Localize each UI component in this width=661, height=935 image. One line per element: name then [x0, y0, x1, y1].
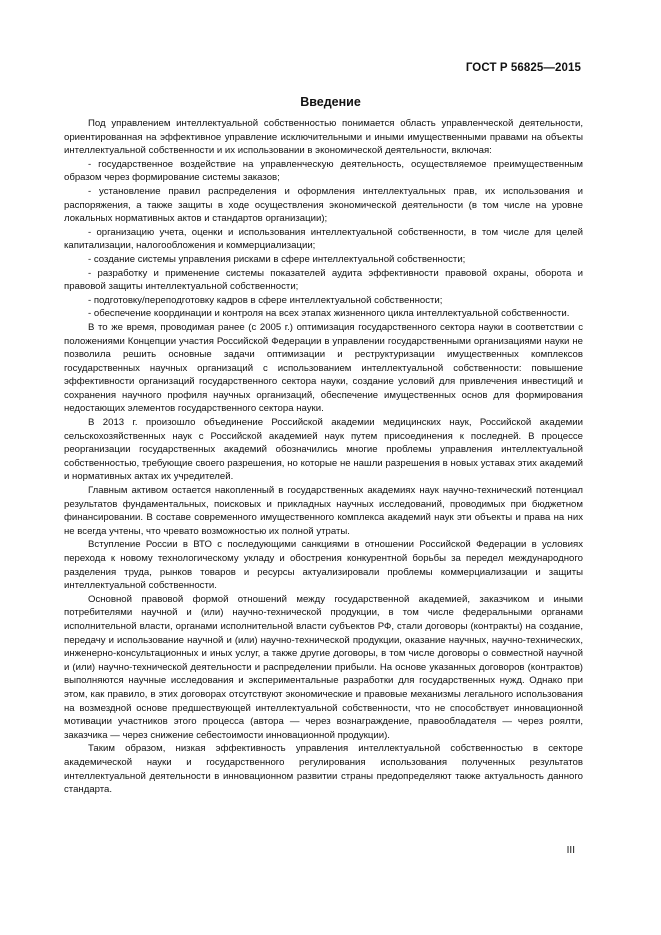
paragraph: Под управлением интеллектуальной собственностью понимается область управленческой деятельности, ориентированная на эффективное управление исключительными и иными имущественными правами на объекты интеллектуальной собственности и их использовании в экономической деятельности, включая: [64, 118, 583, 157]
list-item: - обеспечение координации и контроля на всех этапах жизненного цикла интеллектуальной собственности. [88, 308, 570, 320]
section-title: Введение [300, 95, 361, 109]
standard-code-header: ГОСТ Р 56825—2015 [465, 62, 581, 74]
document-body [64, 117, 583, 797]
paragraph: В то же время, проводимая ранее (с 2005 г.) оптимизация государственного сектора науки в соответствии с положениями Концепции участия Российской Федерации в управлении государственными организациями науки не позволила решить основные задачи оптимизации и реструктуризации имущественных комплексов государственных научных организаций с использованием интеллектуальной собственности: повышение эффективности организаций государственного сектора науки, создание условий для привлечения инвестиций и сохранения научного профиля научных организаций, обеспечение имущественных основ для формирования недостающих элементов государственного сектора науки. [64, 321, 583, 415]
list-item: - подготовку/переподготовку кадров в сфере интеллектуальной собственности; [88, 294, 443, 306]
list-item: - разработку и применение системы показателей аудита эффективности правовой охраны, оборота и правовой защиты интеллектуальной собственности; [64, 267, 583, 293]
paragraph: Основной правовой формой отношений между государственной академией, заказчиком и иными потребителями научной и (или) научно-технической продукции, в том числе федеральными органами исполнительной власти, органами исполнительной власти субъектов РФ, стали договоры (контракты) на создание, передачу и использование научной и (или) научно-технической продукции, оказание научных, научно-технических, инженерно-консультационных и иных услуг, а также другие договоры, в том числе договоры о совместной научной и (или) научно-технической деятельности и распределении прибыли. На основе указанных договоров (контрактов) выполняются научные исследования и экспериментальные разработки для государственных нужд. Однако при этом, как правило, в этих договорах отсутствуют экономические и правовые механизмы легального использования на возмездной основе предшествующей интеллектуальной собственности, что не способствует инновационной мотивации участников этого процесса (автора — через вознаграждение, правообладателя — через роялти, заказчика — через снижение себестоимости инновационной продукции). [64, 593, 583, 741]
paragraph: Вступление России в ВТО с последующими санкциями в отношении Российской Федерации в условиях перехода к новому технологическому укладу и обострения конкурентной борьбы за передел международного разделения труда, рынков товаров и ресурсы актуализировали проблемы коммерциализации и защиты интеллектуальной собственности. [64, 539, 583, 592]
paragraph: Таким образом, низкая эффективность управления интеллектуальной собственностью в секторе академической науки и государственного регулирования использования полученных результатов интеллектуальной деятельности в инновационном развитии страны предопределяют также актуальность данного стандарта. [64, 743, 583, 796]
list-item: - государственное воздействие на управленческую деятельность, осуществляемое преимущественным образом через формирование системы заказов; [64, 158, 583, 184]
paragraph: Главным активом остается накопленный в государственных академиях наук научно-технический потенциал результатов фундаментальных, поисковых и прикладных научных исследований, проводимых при бюджетном финансировании. В составе современного имущественного комплекса академий наук эти объекты и права на них не всегда учтены, что чревато возможностью их полной утраты. [64, 485, 583, 537]
list-item: - организацию учета, оценки и использования интеллектуальной собственности, в том числе для целей капитализации, налогообложения и коммерциализации; [64, 226, 583, 252]
paragraph: В 2013 г. произошло объединение Российской академии медицинских наук, Российской академии сельскохозяйственных наук с Российской академией наук путем присоединения к последней. В процессе реорганизации государственных академий обозначились многие проблемы управления интеллектуальной собственностью, требующие своего разрешения, но которые не нашли разрешения в новых уставах этих академий и нормативных актах их учредителей. [64, 417, 583, 483]
list-item: - установление правил распределения и оформления интеллектуальных прав, их использования и распоряжения, а также защиты в ходе осуществления экономической деятельности (в том числе на уровне локальных нормативных актов и стандартов организации); [64, 185, 583, 225]
page-number: III [566, 845, 575, 856]
list-item: - создание системы управления рисками в сфере интеллектуальной собственности; [88, 253, 466, 265]
